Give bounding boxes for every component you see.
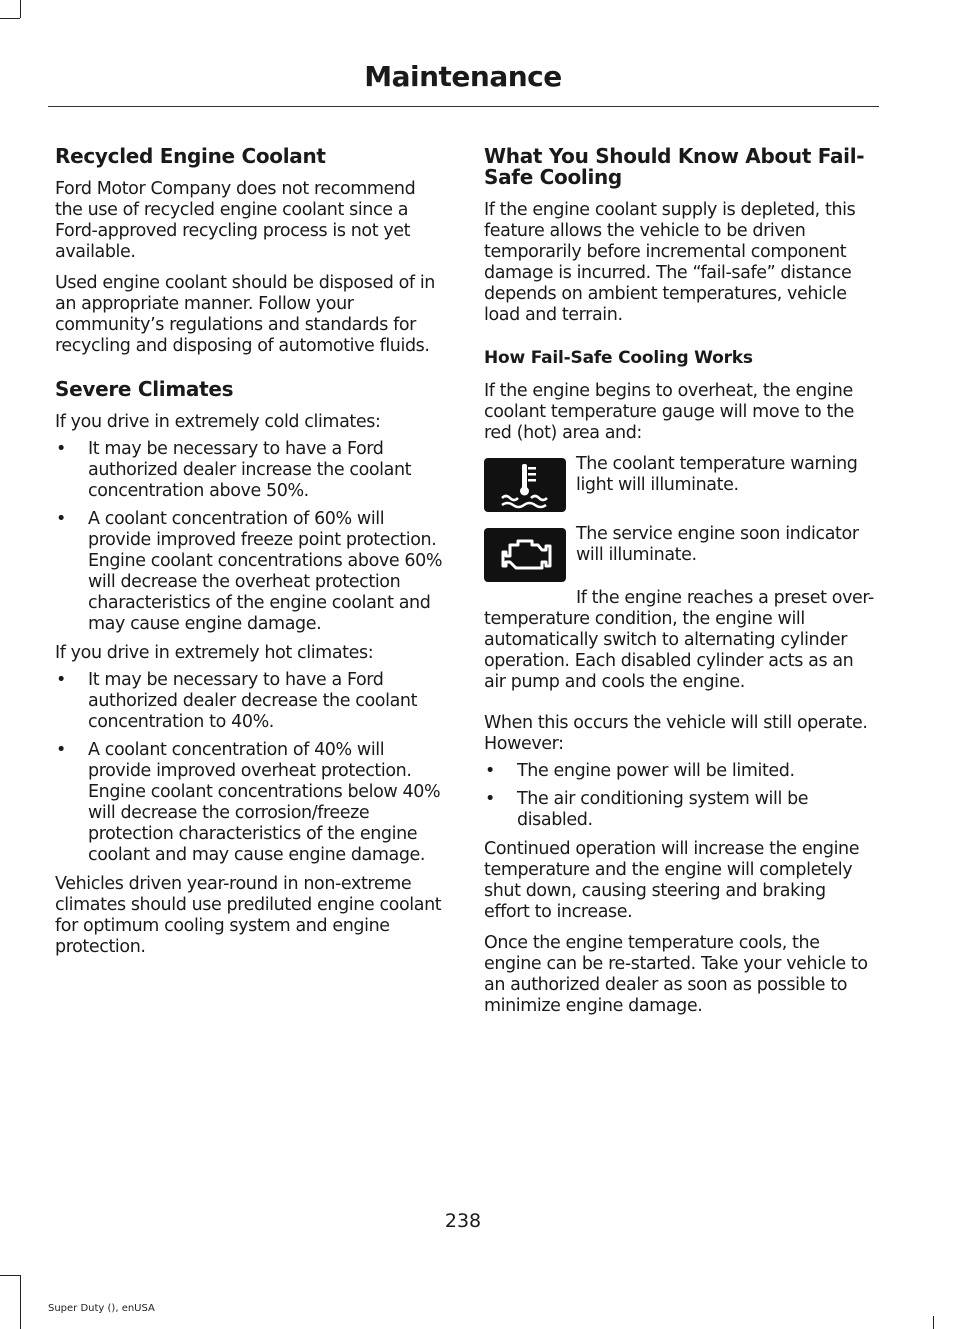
bullet-list — [484, 761, 876, 831]
list-item-text: It may be necessary to have a Ford authorized dealer decrease the coolant concentration to 40%. — [88, 670, 418, 732]
icon-caption: The service engine soon indicator will illuminate. — [576, 524, 859, 565]
section-heading: Severe Climates — [55, 377, 234, 401]
list-item — [55, 740, 447, 866]
crop-mark — [20, 0, 21, 18]
crop-mark — [0, 1275, 20, 1276]
crop-mark — [933, 1316, 934, 1329]
paragraph: If the engine reaches a preset over-temperature condition, the engine will automatically switch to alternating cylinder operation. Each disabled cylinder acts as an air pump and cools the engine. — [484, 588, 874, 692]
paragraph: If you drive in extremely cold climates: — [55, 412, 381, 432]
page-title: Maintenance — [364, 60, 562, 93]
paragraph: If the engine begins to overheat, the engine coolant temperature gauge will move to the red (hot) area and: — [484, 381, 855, 443]
section-fail-safe — [484, 146, 876, 326]
list-item-text: The air conditioning system will be disabled. — [517, 789, 809, 830]
list-item — [55, 509, 447, 635]
section-severe-climates — [55, 379, 447, 958]
bullet: • — [485, 761, 495, 781]
coolant-warning-row — [484, 454, 876, 514]
service-engine-row — [484, 524, 876, 584]
bullet: • — [56, 740, 66, 760]
left-column — [55, 146, 447, 968]
list-item-text: A coolant concentration of 60% will provide improved freeze point protection. Engine coolant concentrations above 60% will decrease the overheat protection characteristics of the engine coolant and may cause engine damage. — [88, 509, 443, 634]
check-engine-icon — [484, 528, 566, 582]
right-column — [484, 146, 876, 1027]
list-item-text: It may be necessary to have a Ford authorized dealer increase the coolant concentration above 50%. — [88, 439, 412, 501]
list-item — [484, 761, 876, 782]
bullet: • — [56, 439, 66, 459]
crop-mark — [0, 18, 20, 19]
bullet: • — [56, 509, 66, 529]
crop-mark — [20, 1275, 21, 1329]
list-item — [55, 439, 447, 502]
list-item — [484, 789, 876, 831]
bullet: • — [56, 670, 66, 690]
bullet: • — [485, 789, 495, 809]
bullet-list — [55, 439, 447, 635]
paragraph: Continued operation will increase the engine temperature and the engine will completely shut down, causing steering and braking effort to increase. — [484, 839, 860, 922]
section-heading: What You Should Know About Fail-Safe Cooling — [484, 144, 865, 189]
list-item-text: A coolant concentration of 40% will provide improved overheat protection. Engine coolant concentrations below 40% will decrease the corrosion/freeze protection characteristics of the engine coolant and may cause engine damage. — [88, 740, 441, 865]
paragraph: Once the engine temperature cools, the engine can be re-started. Take your vehicle to an authorized dealer as soon as possible to minimize engine damage. — [484, 933, 868, 1016]
subsection-heading: How Fail-Safe Cooling Works — [484, 348, 753, 368]
document-id: Super Duty (), enUSA — [48, 1303, 155, 1314]
header-rule — [48, 106, 879, 107]
list-item-text: The engine power will be limited. — [517, 761, 795, 781]
icon-caption: The coolant temperature warning light will illuminate. — [576, 454, 858, 495]
paragraph: Ford Motor Company does not recommend the use of recycled engine coolant since a Ford-approved recycling process is not yet available. — [55, 179, 416, 262]
paragraph: If you drive in extremely hot climates: — [55, 643, 374, 663]
section-how-fail-safe-works — [484, 348, 876, 1017]
list-item — [55, 670, 447, 733]
section-recycled-coolant — [55, 146, 447, 357]
coolant-temperature-icon — [484, 458, 566, 512]
paragraph: When this occurs the vehicle will still operate. However: — [484, 713, 868, 754]
paragraph: Vehicles driven year-round in non-extreme climates should use prediluted engine coolant for optimum cooling system and engine protection. — [55, 874, 442, 957]
bullet-list — [55, 670, 447, 866]
section-heading: Recycled Engine Coolant — [55, 144, 326, 168]
page-number: 238 — [444, 1210, 482, 1232]
paragraph: Used engine coolant should be disposed of in an appropriate manner. Follow your community’s regulations and standards for recycling and disposing of automotive fluids. — [55, 273, 435, 356]
paragraph: If the engine coolant supply is depleted, this feature allows the vehicle to be driven temporarily before incremental component damage is incurred. The “fail-safe” distance depends on ambient temperatures, vehicle load and terrain. — [484, 200, 856, 325]
